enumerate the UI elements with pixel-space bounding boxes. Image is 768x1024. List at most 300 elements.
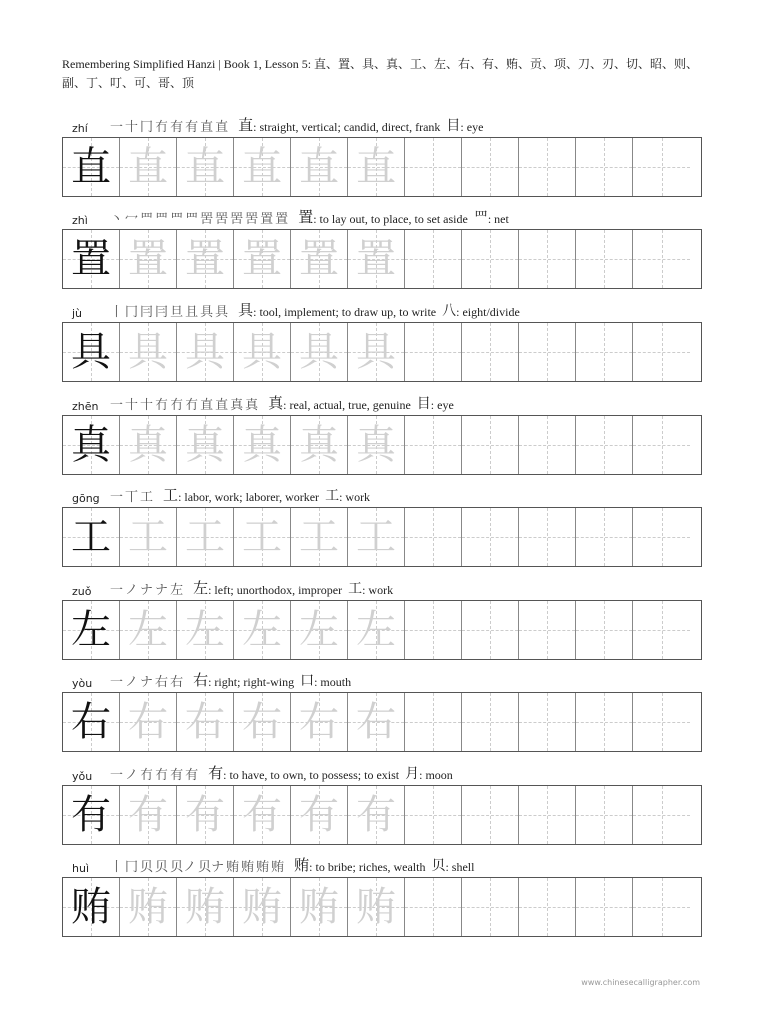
- entry-info: [62, 300, 702, 320]
- stroke-step: ナ: [140, 583, 154, 598]
- stroke-step: 直: [215, 398, 229, 413]
- trace-character: 置: [128, 236, 168, 282]
- stroke-order: [110, 856, 286, 875]
- stroke-step: 贝ノ: [170, 860, 197, 875]
- practice-grid: [62, 600, 702, 660]
- trace-cell: [120, 786, 177, 844]
- trace-cell: [120, 323, 177, 381]
- trace-character: 置: [242, 236, 282, 282]
- blank-practice-cell: [519, 323, 576, 381]
- trace-character: 工: [242, 514, 282, 560]
- stroke-step: 一: [110, 583, 124, 598]
- trace-cell: [120, 601, 177, 659]
- trace-character: 右: [242, 699, 282, 745]
- stroke-step: 一: [110, 120, 124, 135]
- trace-cell: [348, 230, 405, 288]
- trace-character: 直: [299, 144, 339, 190]
- meaning-text: : straight, vertical; candid, direct, frank: [253, 120, 441, 134]
- trace-cell: [177, 323, 234, 381]
- radical-meaning: : shell: [445, 860, 475, 874]
- stroke-step: 真: [230, 398, 244, 413]
- pinyin: zhēn: [72, 400, 99, 413]
- trace-character: 直: [128, 144, 168, 190]
- meaning-character: 贿: [294, 856, 310, 874]
- radical-character: 工: [325, 488, 340, 504]
- stroke-step: 冇: [140, 768, 154, 783]
- stroke-step: 且: [185, 305, 199, 320]
- trace-cell: [348, 693, 405, 751]
- trace-cell: [348, 786, 405, 844]
- trace-character: 右: [185, 699, 225, 745]
- entry-8: [62, 855, 702, 937]
- entry-info: [62, 855, 702, 875]
- meaning-text: : to bribe; riches, wealth: [309, 860, 426, 874]
- entry-4: [62, 485, 702, 567]
- trace-cell: [234, 508, 291, 566]
- trace-cell: [177, 230, 234, 288]
- radical-meaning: : moon: [419, 768, 453, 782]
- trace-cell: [234, 693, 291, 751]
- trace-cell: [234, 138, 291, 196]
- stroke-step: 具: [200, 305, 214, 320]
- blank-practice-cell: [405, 878, 462, 936]
- stroke-step: 有: [170, 768, 184, 783]
- trace-character: 贿: [242, 884, 282, 930]
- radical-character: 罒: [473, 210, 488, 226]
- blank-practice-cell: [462, 786, 519, 844]
- trace-cell: [177, 508, 234, 566]
- radical-character: 口: [300, 673, 315, 689]
- radical-character: 目: [416, 396, 431, 412]
- blank-practice-cell: [462, 323, 519, 381]
- trace-cell: [120, 230, 177, 288]
- blank-practice-cell: [405, 138, 462, 196]
- trace-cell: [291, 508, 348, 566]
- blank-practice-cell: [576, 693, 633, 751]
- stroke-step: 十: [140, 398, 154, 413]
- pinyin: gōng: [72, 492, 100, 505]
- radical-character: 月: [405, 766, 420, 782]
- radical-character: 目: [446, 118, 461, 134]
- trace-character: 有: [185, 792, 225, 838]
- meaning-text: : tool, implement; to draw up, to write: [253, 305, 437, 319]
- stroke-step: 一: [110, 398, 124, 413]
- stroke-step: 一: [110, 675, 124, 690]
- radical-meaning: : mouth: [314, 675, 352, 689]
- trace-cell: [120, 138, 177, 196]
- pinyin: jù: [72, 307, 83, 320]
- trace-cell: [291, 878, 348, 936]
- stroke-step: 一: [110, 768, 124, 783]
- blank-practice-cell: [576, 416, 633, 474]
- stroke-step: 左: [170, 583, 184, 598]
- model-character: 右: [71, 699, 111, 745]
- stroke-step: 冇: [155, 398, 169, 413]
- stroke-step: ナ: [155, 583, 169, 598]
- entry-5: [62, 578, 702, 660]
- stroke-step: 冇: [155, 768, 169, 783]
- trace-cell: [291, 230, 348, 288]
- stroke-step: 冂: [125, 305, 139, 320]
- stroke-step: 罟: [230, 212, 244, 227]
- trace-character: 真: [242, 422, 282, 468]
- pinyin: zhí: [72, 122, 88, 135]
- trace-character: 工: [128, 514, 168, 560]
- trace-character: 有: [356, 792, 396, 838]
- model-cell: [63, 878, 120, 936]
- stroke-step: 真: [245, 398, 259, 413]
- stroke-step: ノ: [125, 583, 139, 598]
- trace-character: 左: [128, 607, 168, 653]
- stroke-step: 十: [125, 398, 139, 413]
- trace-character: 左: [299, 607, 339, 653]
- trace-character: 有: [242, 792, 282, 838]
- blank-practice-cell: [519, 416, 576, 474]
- trace-character: 贿: [356, 884, 396, 930]
- model-character: 有: [71, 792, 111, 838]
- stroke-step: 置: [275, 212, 289, 227]
- model-character: 贿: [71, 884, 111, 930]
- stroke-step: 冃: [155, 305, 169, 320]
- model-character: 真: [71, 422, 111, 468]
- trace-cell: [177, 878, 234, 936]
- entry-2: [62, 300, 702, 382]
- blank-practice-cell: [462, 508, 519, 566]
- blank-practice-cell: [519, 508, 576, 566]
- entry-info: [62, 670, 702, 690]
- trace-character: 置: [185, 236, 225, 282]
- trace-cell: [120, 878, 177, 936]
- trace-character: 左: [242, 607, 282, 653]
- blank-practice-cell: [405, 230, 462, 288]
- stroke-step: 罒: [155, 212, 169, 227]
- trace-character: 真: [299, 422, 339, 468]
- model-cell: [63, 323, 120, 381]
- model-character: 置: [71, 236, 111, 282]
- stroke-step: 贝: [140, 860, 154, 875]
- blank-practice-cell: [633, 601, 690, 659]
- stroke-step: 罟: [245, 212, 259, 227]
- stroke-order: [110, 301, 230, 320]
- model-cell: [63, 693, 120, 751]
- trace-character: 直: [356, 144, 396, 190]
- blank-practice-cell: [576, 138, 633, 196]
- model-cell: [63, 138, 120, 196]
- blank-practice-cell: [405, 416, 462, 474]
- stroke-step: 贿: [226, 860, 240, 875]
- blank-practice-cell: [405, 693, 462, 751]
- meaning-character: 置: [298, 208, 314, 226]
- entry-1: [62, 207, 702, 289]
- radical-meaning: : work: [362, 583, 394, 597]
- model-cell: [63, 416, 120, 474]
- stroke-step: 丨: [110, 305, 124, 320]
- blank-practice-cell: [519, 878, 576, 936]
- model-character: 工: [71, 514, 111, 560]
- entry-info: [62, 207, 702, 227]
- stroke-step: 贿: [256, 860, 270, 875]
- stroke-step: ノ: [125, 768, 139, 783]
- blank-practice-cell: [576, 508, 633, 566]
- blank-practice-cell: [576, 786, 633, 844]
- trace-cell: [348, 601, 405, 659]
- stroke-step: 罒: [140, 212, 154, 227]
- entry-3: [62, 393, 702, 475]
- trace-character: 具: [356, 329, 396, 375]
- trace-cell: [120, 508, 177, 566]
- meaning-character: 具: [238, 301, 254, 319]
- pinyin: yòu: [72, 677, 93, 690]
- radical-character: 八: [442, 303, 457, 319]
- stroke-step: 冂: [140, 120, 154, 135]
- meaning-text: : to have, to own, to possess; to exist: [223, 768, 400, 782]
- stroke-order: [110, 116, 230, 135]
- blank-practice-cell: [633, 323, 690, 381]
- stroke-step: 贝ナ: [198, 860, 225, 875]
- trace-character: 具: [299, 329, 339, 375]
- entry-6: [62, 670, 702, 752]
- trace-cell: [348, 878, 405, 936]
- stroke-step: 有: [185, 768, 199, 783]
- stroke-step: ナ: [140, 675, 154, 690]
- trace-cell: [234, 230, 291, 288]
- blank-practice-cell: [576, 878, 633, 936]
- blank-practice-cell: [633, 416, 690, 474]
- stroke-step: 一: [110, 490, 124, 505]
- blank-practice-cell: [633, 693, 690, 751]
- trace-character: 工: [185, 514, 225, 560]
- meaning-text: : to lay out, to place, to set aside: [313, 212, 468, 226]
- model-character: 左: [71, 607, 111, 653]
- trace-character: 贿: [299, 884, 339, 930]
- trace-character: 右: [128, 699, 168, 745]
- trace-cell: [177, 693, 234, 751]
- meaning-character: 真: [268, 394, 284, 412]
- stroke-order: [110, 394, 260, 413]
- blank-practice-cell: [519, 786, 576, 844]
- trace-character: 具: [242, 329, 282, 375]
- model-cell: [63, 601, 120, 659]
- blank-practice-cell: [576, 230, 633, 288]
- trace-cell: [348, 323, 405, 381]
- trace-character: 真: [128, 422, 168, 468]
- blank-practice-cell: [633, 786, 690, 844]
- trace-cell: [177, 416, 234, 474]
- trace-cell: [120, 693, 177, 751]
- trace-character: 具: [128, 329, 168, 375]
- trace-character: 工: [299, 514, 339, 560]
- meaning-character: 有: [208, 764, 224, 782]
- stroke-step: 冖: [125, 212, 139, 227]
- meaning-character: 左: [193, 579, 209, 597]
- pinyin: huì: [72, 862, 89, 875]
- blank-practice-cell: [576, 323, 633, 381]
- radical-meaning: : net: [487, 212, 509, 226]
- trace-character: 具: [185, 329, 225, 375]
- stroke-step: 冇: [170, 398, 184, 413]
- stroke-step: 具: [215, 305, 229, 320]
- model-cell: [63, 230, 120, 288]
- model-character: 直: [71, 144, 111, 190]
- trace-character: 左: [356, 607, 396, 653]
- stroke-step: 右: [155, 675, 169, 690]
- blank-practice-cell: [576, 601, 633, 659]
- entry-info: [62, 393, 702, 413]
- stroke-step: 右: [170, 675, 184, 690]
- stroke-step: 直: [200, 120, 214, 135]
- site-credit: www.chinesecalligrapher.com: [581, 978, 700, 987]
- trace-cell: [234, 323, 291, 381]
- radical-meaning: : work: [339, 490, 371, 504]
- stroke-step: 十: [125, 120, 139, 135]
- entry-info: [62, 115, 702, 135]
- trace-cell: [234, 416, 291, 474]
- stroke-step: 丨: [110, 860, 124, 875]
- blank-practice-cell: [462, 230, 519, 288]
- trace-character: 置: [356, 236, 396, 282]
- trace-cell: [120, 416, 177, 474]
- blank-practice-cell: [519, 693, 576, 751]
- stroke-order: [110, 671, 185, 690]
- trace-character: 工: [356, 514, 396, 560]
- blank-practice-cell: [462, 693, 519, 751]
- practice-grid: [62, 137, 702, 197]
- stroke-order: [110, 764, 200, 783]
- pinyin: zuǒ: [72, 585, 92, 598]
- trace-cell: [291, 693, 348, 751]
- entry-info: [62, 763, 702, 783]
- trace-character: 直: [242, 144, 282, 190]
- meaning-text: : labor, work; laborer, worker: [178, 490, 320, 504]
- meaning-text: : real, actual, true, genuine: [283, 398, 411, 412]
- trace-character: 有: [128, 792, 168, 838]
- blank-practice-cell: [633, 138, 690, 196]
- radical-meaning: : eight/divide: [456, 305, 520, 319]
- radical-meaning: : eye: [460, 120, 484, 134]
- stroke-step: 罟: [215, 212, 229, 227]
- meaning-text: : left; unorthodox, improper: [208, 583, 343, 597]
- stroke-step: 冇: [185, 398, 199, 413]
- stroke-step: 旦: [170, 305, 184, 320]
- meaning-text: : right; right-wing: [208, 675, 295, 689]
- practice-grid: [62, 322, 702, 382]
- stroke-order: [110, 486, 155, 505]
- trace-character: 右: [299, 699, 339, 745]
- blank-practice-cell: [405, 601, 462, 659]
- trace-character: 有: [299, 792, 339, 838]
- stroke-step: 冇: [155, 120, 169, 135]
- entry-info: [62, 485, 702, 505]
- radical-meaning: : eye: [430, 398, 454, 412]
- blank-practice-cell: [405, 323, 462, 381]
- stroke-step: 有: [185, 120, 199, 135]
- blank-practice-cell: [633, 878, 690, 936]
- practice-grid: [62, 229, 702, 289]
- trace-character: 贿: [185, 884, 225, 930]
- radical-character: 贝: [431, 858, 446, 874]
- blank-practice-cell: [462, 416, 519, 474]
- trace-cell: [234, 786, 291, 844]
- trace-cell: [291, 416, 348, 474]
- blank-practice-cell: [462, 601, 519, 659]
- trace-character: 真: [185, 422, 225, 468]
- stroke-step: 直: [215, 120, 229, 135]
- meaning-character: 直: [238, 116, 254, 134]
- blank-practice-cell: [519, 601, 576, 659]
- stroke-step: 贝: [155, 860, 169, 875]
- blank-practice-cell: [633, 508, 690, 566]
- trace-character: 真: [356, 422, 396, 468]
- practice-grid: [62, 785, 702, 845]
- stroke-step: 直: [200, 398, 214, 413]
- practice-grid: [62, 415, 702, 475]
- entry-7: [62, 763, 702, 845]
- trace-cell: [291, 138, 348, 196]
- meaning-character: 右: [193, 671, 209, 689]
- trace-cell: [348, 416, 405, 474]
- trace-cell: [348, 508, 405, 566]
- trace-cell: [291, 601, 348, 659]
- stroke-step: 贿: [271, 860, 285, 875]
- meaning-character: 工: [163, 486, 179, 504]
- trace-character: 贿: [128, 884, 168, 930]
- stroke-step: 有: [170, 120, 184, 135]
- radical-character: 工: [348, 581, 363, 597]
- stroke-step: ノ: [125, 675, 139, 690]
- entry-0: [62, 115, 702, 197]
- page-title: Remembering Simplified Hanzi | Book 1, Lesson 5: 直、置、具、真、工、左、右、有、贿、贡、项、刀、刃、切、昭、则、副、丁、叮、可、哥、顶: [62, 57, 699, 90]
- model-character: 具: [71, 329, 111, 375]
- practice-grid: [62, 692, 702, 752]
- trace-cell: [234, 601, 291, 659]
- practice-grid: [62, 507, 702, 567]
- pinyin: yǒu: [72, 770, 93, 783]
- stroke-step: 冃: [140, 305, 154, 320]
- blank-practice-cell: [405, 508, 462, 566]
- trace-cell: [234, 878, 291, 936]
- trace-character: 右: [356, 699, 396, 745]
- blank-practice-cell: [405, 786, 462, 844]
- blank-practice-cell: [519, 230, 576, 288]
- trace-cell: [291, 323, 348, 381]
- model-cell: [63, 786, 120, 844]
- trace-character: 左: [185, 607, 225, 653]
- trace-cell: [291, 786, 348, 844]
- trace-cell: [177, 786, 234, 844]
- trace-character: 置: [299, 236, 339, 282]
- trace-cell: [177, 601, 234, 659]
- stroke-step: 冂: [125, 860, 139, 875]
- stroke-step: 贿: [241, 860, 255, 875]
- stroke-step: 丶: [110, 212, 124, 227]
- blank-practice-cell: [519, 138, 576, 196]
- practice-grid: [62, 877, 702, 937]
- entry-info: [62, 578, 702, 598]
- blank-practice-cell: [462, 878, 519, 936]
- stroke-step: 罒: [185, 212, 199, 227]
- trace-cell: [177, 138, 234, 196]
- stroke-step: 置: [260, 212, 274, 227]
- stroke-step: 罒: [170, 212, 184, 227]
- stroke-step: 工: [140, 490, 154, 505]
- stroke-step: 丅: [125, 490, 139, 505]
- stroke-step: 罟: [200, 212, 214, 227]
- pinyin: zhì: [72, 214, 88, 227]
- blank-practice-cell: [633, 230, 690, 288]
- stroke-order: [110, 579, 185, 598]
- blank-practice-cell: [462, 138, 519, 196]
- stroke-order: [110, 208, 290, 227]
